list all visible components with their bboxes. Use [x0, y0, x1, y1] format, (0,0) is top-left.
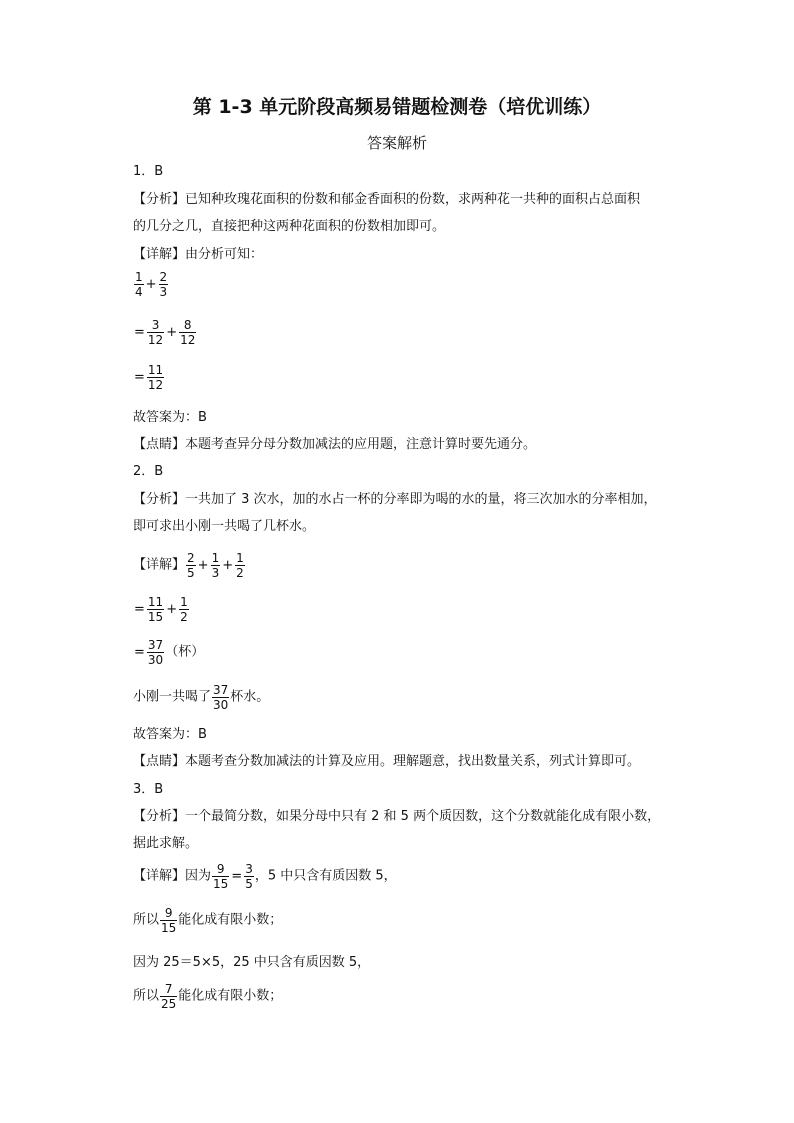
q1-analysis-cont: 的几分之几，直接把种这两种花面积的份数相加即可。: [133, 219, 446, 234]
fraction: $\frac{2}{5}$: [187, 551, 195, 580]
q2-expr3: = $\frac{37}{30}$ （杯）: [134, 638, 205, 667]
q1-detail: 【详解】由分析可知：: [133, 247, 264, 262]
q2-analysis-cont: 即可求出小刚一共喝了几杯水。: [133, 519, 316, 534]
fraction: $\frac{3}{12}$: [147, 318, 164, 347]
fraction: $\frac{37}{30}$: [213, 683, 229, 712]
q2-result: 小刚一共喝了 $\frac{37}{30}$ 杯水。: [133, 683, 270, 712]
fraction: $\frac{1}{3}$: [211, 551, 220, 580]
q2-expr2: = $\frac{11}{15}$ + $\frac{1}{2}$: [134, 595, 188, 624]
fraction: $\frac{1}{2}$: [236, 551, 244, 580]
fraction: $\frac{9}{15}$: [161, 906, 177, 935]
fraction: $\frac{8}{12}$: [180, 318, 196, 347]
fraction: $\frac{1}{2}$: [180, 595, 188, 624]
q1-answer: 故答案为：B: [133, 410, 207, 425]
fraction: $\frac{37}{30}$: [147, 638, 164, 667]
q3-so2: 所以 $\frac{7}{25}$ 能化成有限小数；: [133, 982, 283, 1011]
q1-expr3: = $\frac{11}{12}$: [134, 363, 164, 392]
q2-answer: 故答案为：B: [133, 727, 207, 742]
q2-comment: 【点睛】本题考查分数加减法的计算及应用。理解题意，找出数量关系，列式计算即可。: [133, 754, 641, 769]
q1-analysis: 【分析】已知种玫瑰花面积的份数和郁金香面积的份数，求两种花一共种的面积占总面积: [133, 192, 641, 207]
q2-analysis: 【分析】一共加了 3 次水，加的水占一杯的分率即为喝的水的量，将三次加水的分率相加，: [133, 492, 657, 507]
fraction: $\frac{9}{15}$: [213, 862, 229, 891]
q3-number: 3．B: [133, 782, 164, 797]
q1-number: 1．B: [133, 164, 164, 179]
q3-so1: 所以 $\frac{9}{15}$ 能化成有限小数；: [133, 906, 283, 935]
q1-comment: 【点睛】本题考查异分母分数加减法的应用题，注意计算时要先通分。: [133, 437, 537, 452]
q2-detail-expr: 【详解】 $\frac{2}{5}$ + $\frac{1}{3}$ + $\frac{1}{2}$: [133, 551, 244, 580]
q3-analysis: 【分析】一个最简分数，如果分母中只有 2 和 5 两个质因数，这个分数就能化成有限小数，: [133, 809, 661, 824]
fraction: $\frac{11}{12}$: [147, 363, 164, 392]
page-subtitle: 答案解析: [366, 134, 427, 152]
page-title: 第 1-3 单元阶段高频易错题检测卷（培优训练）: [192, 96, 602, 118]
q3-because2: 因为 25＝5×5，25 中只含有质因数 5，: [133, 955, 371, 970]
q3-analysis-cont: 据此求解。: [133, 836, 199, 851]
q1-expr2: = $\frac{3}{12}$ + $\frac{8}{12}$: [134, 318, 196, 347]
fraction: $\frac{11}{15}$: [147, 595, 164, 624]
fraction: $\frac{7}{25}$: [161, 982, 177, 1011]
fraction: $\frac{3}{5}$: [245, 862, 253, 891]
q2-number: 2．B: [133, 464, 164, 479]
fraction: $\frac{2}{3}$: [159, 270, 168, 299]
q1-expr1: $\frac{1}{4}$ + $\frac{2}{3}$: [135, 270, 168, 299]
q3-detail: 【详解】因为 $\frac{9}{15}$ = $\frac{3}{5}$ ，5 中只含有质因数 5，: [133, 862, 397, 891]
fraction: $\frac{1}{4}$: [135, 270, 143, 299]
